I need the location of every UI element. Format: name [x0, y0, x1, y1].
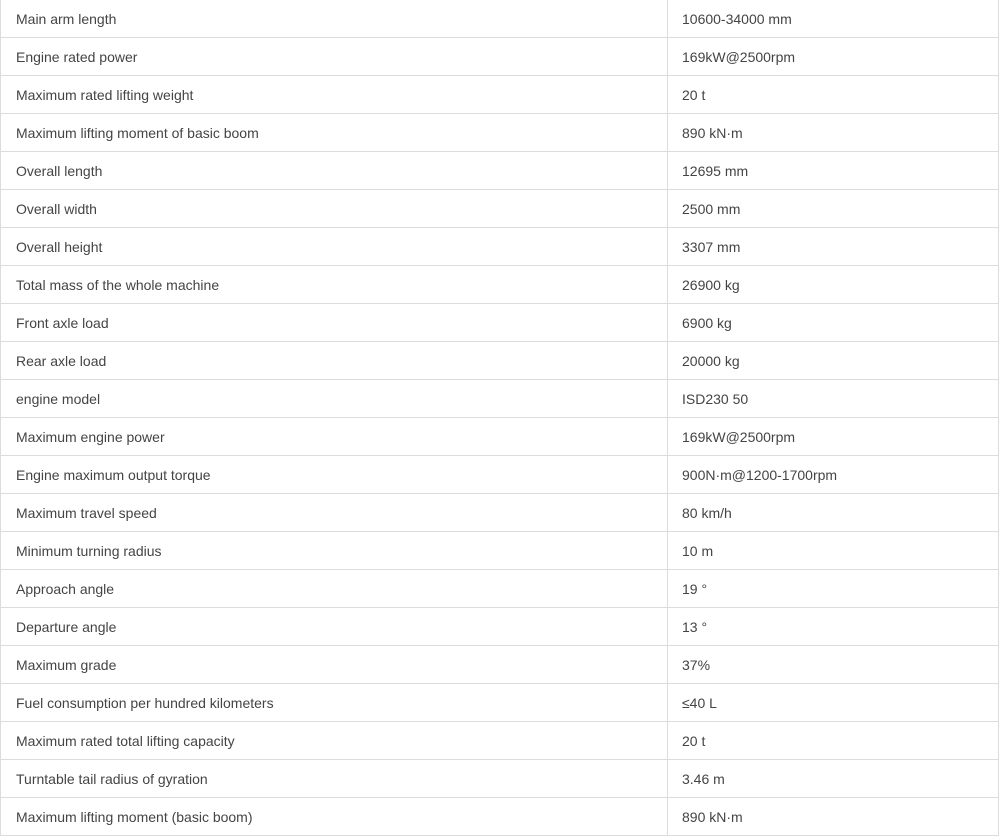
table-row	[1, 228, 999, 266]
spec-label: engine model	[1, 380, 668, 418]
table-row	[1, 76, 999, 114]
spec-label: Maximum travel speed	[1, 494, 668, 532]
table-row	[1, 380, 999, 418]
spec-value: 80 km/h	[668, 494, 999, 532]
spec-value: 20000 kg	[668, 342, 999, 380]
spec-value: 12695 mm	[668, 152, 999, 190]
table-row	[1, 342, 999, 380]
table-row	[1, 114, 999, 152]
table-row	[1, 798, 999, 836]
table-row	[1, 684, 999, 722]
spec-label: Engine rated power	[1, 38, 668, 76]
spec-value: 26900 kg	[668, 266, 999, 304]
spec-value: 10600-34000 mm	[668, 0, 999, 38]
spec-label: Departure angle	[1, 608, 668, 646]
spec-label: Overall height	[1, 228, 668, 266]
spec-label: Approach angle	[1, 570, 668, 608]
table-row	[1, 608, 999, 646]
spec-value: 20 t	[668, 76, 999, 114]
spec-value: 37%	[668, 646, 999, 684]
spec-label: Rear axle load	[1, 342, 668, 380]
table-row	[1, 152, 999, 190]
spec-label: Turntable tail radius of gyration	[1, 760, 668, 798]
spec-value: 3.46 m	[668, 760, 999, 798]
spec-label: Engine maximum output torque	[1, 456, 668, 494]
spec-label: Main arm length	[1, 0, 668, 38]
spec-label: Maximum rated lifting weight	[1, 76, 668, 114]
table-row	[1, 190, 999, 228]
spec-label: Overall width	[1, 190, 668, 228]
spec-value: ISD230 50	[668, 380, 999, 418]
spec-value: 169kW@2500rpm	[668, 418, 999, 456]
table-row	[1, 646, 999, 684]
spec-value: 2500 mm	[668, 190, 999, 228]
spec-value: 3307 mm	[668, 228, 999, 266]
table-row	[1, 266, 999, 304]
spec-label: Front axle load	[1, 304, 668, 342]
spec-label: Total mass of the whole machine	[1, 266, 668, 304]
spec-label: Maximum lifting moment of basic boom	[1, 114, 668, 152]
table-row	[1, 456, 999, 494]
spec-label: Overall length	[1, 152, 668, 190]
spec-label: Maximum engine power	[1, 418, 668, 456]
table-row	[1, 494, 999, 532]
table-row	[1, 532, 999, 570]
spec-value: 169kW@2500rpm	[668, 38, 999, 76]
spec-value: 10 m	[668, 532, 999, 570]
spec-value: 890 kN·m	[668, 798, 999, 836]
spec-value: 13 °	[668, 608, 999, 646]
spec-value: 20 t	[668, 722, 999, 760]
spec-label: Maximum lifting moment (basic boom)	[1, 798, 668, 836]
table-row	[1, 38, 999, 76]
table-row	[1, 760, 999, 798]
table-row	[1, 418, 999, 456]
spec-label: Maximum rated total lifting capacity	[1, 722, 668, 760]
spec-label: Minimum turning radius	[1, 532, 668, 570]
table-row	[1, 0, 999, 38]
table-row	[1, 570, 999, 608]
spec-value: 6900 kg	[668, 304, 999, 342]
spec-table-body	[1, 0, 999, 836]
spec-value: 890 kN·m	[668, 114, 999, 152]
table-row	[1, 722, 999, 760]
spec-label: Fuel consumption per hundred kilometers	[1, 684, 668, 722]
spec-value: 900N·m@1200-1700rpm	[668, 456, 999, 494]
spec-value: 19 °	[668, 570, 999, 608]
spec-value: ≤40 L	[668, 684, 999, 722]
spec-label: Maximum grade	[1, 646, 668, 684]
table-row	[1, 304, 999, 342]
